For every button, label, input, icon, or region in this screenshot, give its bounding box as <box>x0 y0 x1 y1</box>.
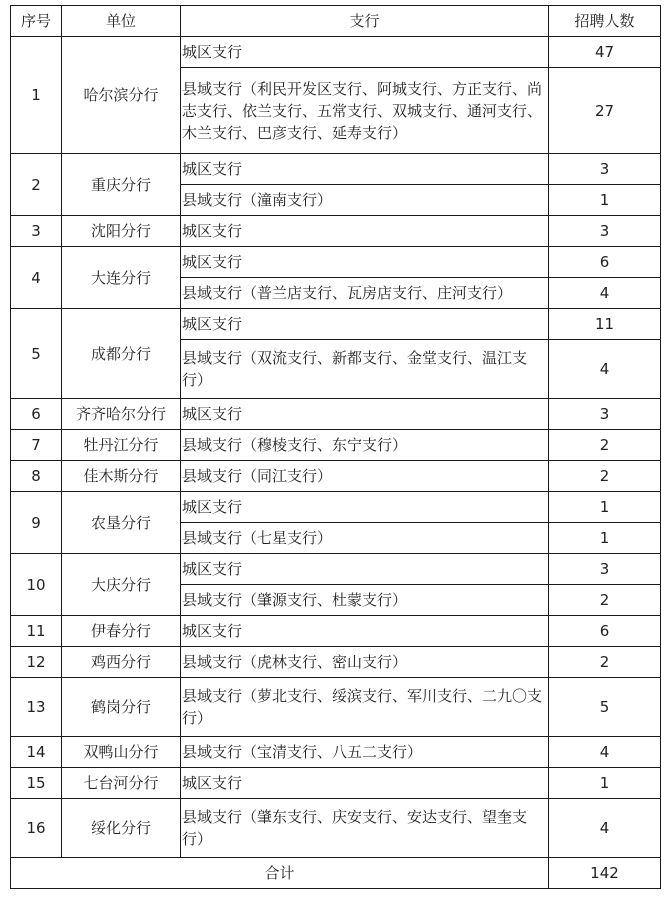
row-count: 4 <box>549 340 661 399</box>
row-no: 11 <box>11 616 62 647</box>
row-count: 2 <box>549 461 661 492</box>
row-no: 6 <box>11 399 62 430</box>
row-no: 12 <box>11 647 62 678</box>
row-branch: 城区支行 <box>181 154 549 185</box>
row-count: 1 <box>549 492 661 523</box>
row-unit: 双鸭山分行 <box>62 737 181 768</box>
row-branch: 县域支行（虎林支行、密山支行） <box>181 647 549 678</box>
header-unit: 单位 <box>62 6 181 37</box>
table-row <box>11 554 661 585</box>
row-count: 4 <box>549 278 661 309</box>
table-header-row <box>11 6 661 37</box>
total-row <box>11 858 661 889</box>
row-count: 27 <box>549 68 661 154</box>
row-no: 9 <box>11 492 62 554</box>
row-branch: 县域支行（利民开发区支行、阿城支行、方正支行、尚志支行、依兰支行、五常支行、双城支行、通河支行、木兰支行、巴彦支行、延寿支行） <box>181 68 549 154</box>
row-unit: 大庆分行 <box>62 554 181 616</box>
row-unit: 鹤岗分行 <box>62 678 181 737</box>
row-count: 3 <box>549 399 661 430</box>
row-branch: 城区支行 <box>181 309 549 340</box>
row-no: 10 <box>11 554 62 616</box>
row-no: 4 <box>11 247 62 309</box>
header-branch: 支行 <box>181 6 549 37</box>
row-branch: 县域支行（萝北支行、绥滨支行、军川支行、二九〇支行） <box>181 678 549 737</box>
row-unit: 农垦分行 <box>62 492 181 554</box>
row-no: 8 <box>11 461 62 492</box>
row-count: 6 <box>549 616 661 647</box>
row-count: 1 <box>549 523 661 554</box>
row-count: 2 <box>549 647 661 678</box>
recruitment-table-container <box>10 5 661 889</box>
table-row <box>11 430 661 461</box>
row-no: 16 <box>11 799 62 858</box>
row-unit: 重庆分行 <box>62 154 181 216</box>
row-unit: 哈尔滨分行 <box>62 37 181 154</box>
row-branch: 县域支行（肇源支行、杜蒙支行） <box>181 585 549 616</box>
table-row <box>11 616 661 647</box>
row-branch: 县域支行（肇东支行、庆安支行、安达支行、望奎支行） <box>181 799 549 858</box>
row-branch: 县域支行（潼南支行） <box>181 185 549 216</box>
row-unit: 齐齐哈尔分行 <box>62 399 181 430</box>
row-branch: 县域支行（同江支行） <box>181 461 549 492</box>
row-count: 5 <box>549 678 661 737</box>
row-branch: 县域支行（宝清支行、八五二支行） <box>181 737 549 768</box>
row-count: 1 <box>549 185 661 216</box>
table-row <box>11 492 661 523</box>
table-row <box>11 799 661 858</box>
row-unit: 七台河分行 <box>62 768 181 799</box>
table-row <box>11 216 661 247</box>
table-row <box>11 309 661 340</box>
row-count: 2 <box>549 430 661 461</box>
total-count: 142 <box>549 858 661 889</box>
row-branch: 城区支行 <box>181 616 549 647</box>
row-unit: 大连分行 <box>62 247 181 309</box>
table-row <box>11 399 661 430</box>
table-row <box>11 154 661 185</box>
row-count: 6 <box>549 247 661 278</box>
table-row <box>11 768 661 799</box>
table-row <box>11 737 661 768</box>
header-count: 招聘人数 <box>549 6 661 37</box>
row-no: 3 <box>11 216 62 247</box>
row-unit: 牡丹江分行 <box>62 430 181 461</box>
row-count: 47 <box>549 37 661 68</box>
row-unit: 绥化分行 <box>62 799 181 858</box>
row-branch: 城区支行 <box>181 768 549 799</box>
row-no: 5 <box>11 309 62 399</box>
row-no: 14 <box>11 737 62 768</box>
row-no: 15 <box>11 768 62 799</box>
row-count: 4 <box>549 737 661 768</box>
row-branch: 城区支行 <box>181 37 549 68</box>
header-no: 序号 <box>11 6 62 37</box>
row-count: 3 <box>549 154 661 185</box>
row-no: 2 <box>11 154 62 216</box>
row-branch: 城区支行 <box>181 247 549 278</box>
recruitment-table <box>10 5 661 889</box>
table-row <box>11 37 661 68</box>
row-unit: 成都分行 <box>62 309 181 399</box>
table-row <box>11 678 661 737</box>
table-row <box>11 461 661 492</box>
table-row <box>11 647 661 678</box>
row-branch: 县域支行（普兰店支行、瓦房店支行、庄河支行） <box>181 278 549 309</box>
row-unit: 鸡西分行 <box>62 647 181 678</box>
total-label: 合计 <box>11 858 549 889</box>
row-branch: 城区支行 <box>181 492 549 523</box>
row-no: 7 <box>11 430 62 461</box>
row-count: 3 <box>549 216 661 247</box>
row-no: 1 <box>11 37 62 154</box>
row-unit: 沈阳分行 <box>62 216 181 247</box>
row-count: 11 <box>549 309 661 340</box>
row-count: 3 <box>549 554 661 585</box>
row-branch: 县域支行（七星支行） <box>181 523 549 554</box>
row-branch: 县域支行（双流支行、新都支行、金堂支行、温江支行） <box>181 340 549 399</box>
row-count: 2 <box>549 585 661 616</box>
row-unit: 伊春分行 <box>62 616 181 647</box>
row-branch: 县域支行（穆棱支行、东宁支行） <box>181 430 549 461</box>
row-branch: 城区支行 <box>181 216 549 247</box>
row-count: 4 <box>549 799 661 858</box>
row-unit: 佳木斯分行 <box>62 461 181 492</box>
row-branch: 城区支行 <box>181 399 549 430</box>
row-count: 1 <box>549 768 661 799</box>
row-branch: 城区支行 <box>181 554 549 585</box>
row-no: 13 <box>11 678 62 737</box>
table-row <box>11 247 661 278</box>
